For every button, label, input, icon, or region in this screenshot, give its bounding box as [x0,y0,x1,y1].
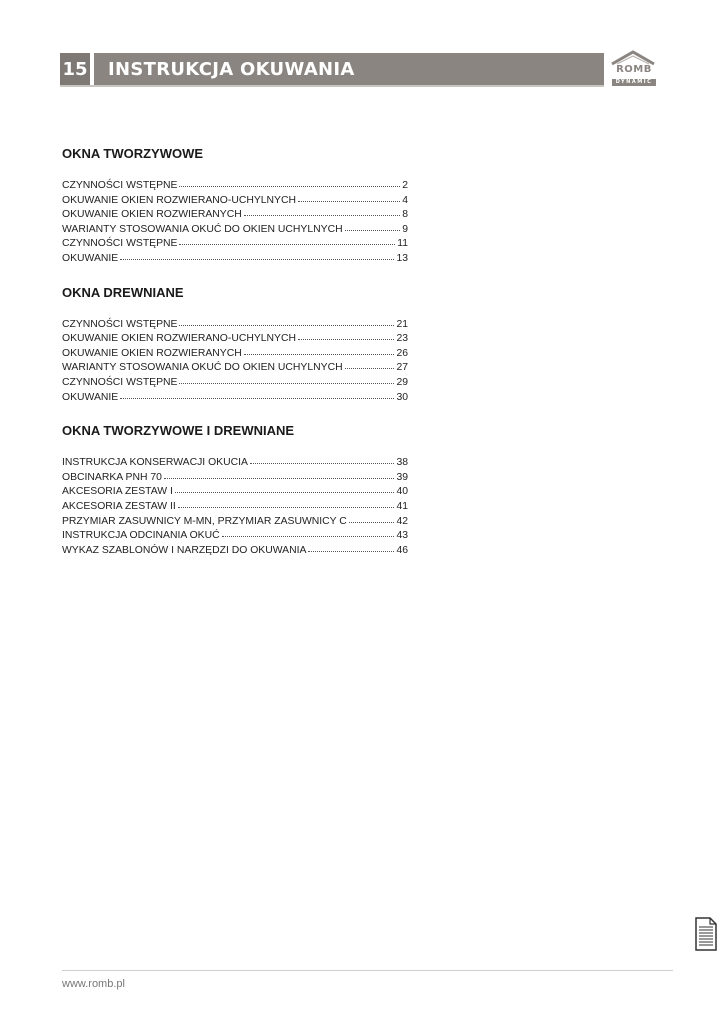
toc-leader-dots [179,234,395,245]
toc-entry-page: 13 [396,252,408,264]
toc-entry-page: 41 [396,500,408,512]
toc-entry-label: OKUWANIE OKIEN ROZWIERANYCH [62,347,242,359]
toc-entry-page: 40 [396,486,408,498]
toc-entry-page: 27 [396,362,408,374]
toc-leader-dots [179,373,394,384]
toc-entry[interactable] [62,389,408,404]
toc-entry[interactable] [62,483,408,498]
toc-entry-page: 26 [396,347,408,359]
footer-url[interactable]: www.romb.pl [62,978,125,990]
toc-entry-label: OKUWANIE [62,252,119,264]
toc-entry[interactable] [62,330,408,345]
toc-leader-dots [250,453,395,464]
section-title: OKNA DREWNIANE [62,284,184,300]
toc-leader-dots [222,526,395,537]
toc-entry-label: AKCESORIA ZESTAW II [62,500,176,512]
toc-entry-label: OKUWANIE OKIEN ROZWIERANO-UCHYLNYCH [62,194,296,206]
toc-leader-dots [298,191,400,202]
section-title: OKNA TWORZYWOWE [62,146,204,161]
toc-list [62,177,408,265]
toc-list [62,454,408,556]
toc-entry[interactable] [62,469,408,484]
toc-entry[interactable] [62,177,408,192]
toc-entry[interactable] [62,374,408,389]
toc-entry[interactable] [62,316,408,331]
toc-entry-page: 43 [396,530,408,542]
toc-entry[interactable] [62,206,408,221]
toc-entry[interactable] [62,192,408,207]
toc-entry-page: 39 [396,471,408,483]
toc-entry-page: 9 [402,223,408,235]
toc-entry[interactable] [62,542,408,557]
toc-entry[interactable] [62,527,408,542]
header-divider [90,53,94,85]
toc-entry[interactable] [62,221,408,236]
toc-leader-dots [345,220,401,231]
page-title: INSTRUKCJA OKUWANIA [108,59,355,80]
page-number: 15 [60,53,90,85]
toc-entry-label: OBCINARKA PNH 70 [62,471,162,483]
toc-entry-label: CZYNNOŚCI WSTĘPNE [62,318,178,330]
toc-entry-label: OKUWANIE OKIEN ROZWIERANYCH [62,209,242,221]
toc-entry[interactable] [62,454,408,469]
toc-entry-page: 4 [402,194,408,206]
toc-entry-page: 46 [396,544,408,556]
toc-entry-label: INSTRUKCJA ODCINANIA OKUĆ [62,530,220,542]
toc-leader-dots [164,468,395,479]
toc-entry[interactable] [62,250,408,265]
table-of-contents [62,144,408,574]
toc-entry-label: CZYNNOŚCI WSTĘPNE [62,238,178,250]
toc-leader-dots [244,205,400,216]
logo-text: ROMB [616,64,652,75]
toc-entry[interactable] [62,359,408,374]
toc-entry-page: 29 [396,376,408,388]
toc-leader-dots [178,497,395,508]
toc-entry-page: 30 [396,391,408,403]
logo-subtext: DYNAMIC [612,79,656,86]
toc-entry[interactable] [62,513,408,528]
toc-leader-dots [345,358,395,369]
toc-entry-label: WYKAZ SZABLONÓW I NARZĘDZI DO OKUWANIA [62,544,307,556]
toc-leader-dots [179,176,400,187]
toc-entry-label: WARIANTY STOSOWANIA OKUĆ DO OKIEN UCHYLNYCH [62,362,343,374]
toc-entry-label: CZYNNOŚCI WSTĘPNE [62,376,178,388]
toc-entry-page: 42 [396,515,408,527]
toc-entry-page: 2 [402,180,408,191]
toc-entry-page: 21 [396,318,408,330]
toc-entry-label: PRZYMIAR ZASUWNICY M-MN, PRZYMIAR ZASUWNICY C [62,515,347,527]
toc-entry-label: OKUWANIE [62,391,119,403]
toc-entry-label: AKCESORIA ZESTAW I [62,486,173,498]
toc-entry[interactable] [62,498,408,513]
footer-divider [62,970,673,971]
toc-entry-page: 38 [396,457,408,469]
toc-leader-dots [349,512,395,523]
toc-entry[interactable] [62,345,408,360]
toc-leader-dots [120,388,394,399]
toc-leader-dots [298,329,394,340]
toc-leader-dots [244,344,395,355]
toc-entry-label: CZYNNOŚCI WSTĘPNE [62,180,178,191]
toc-entry[interactable] [62,235,408,250]
toc-entry-page: 23 [396,333,408,345]
toc-leader-dots [175,482,395,493]
toc-leader-dots [120,249,394,260]
section-title: OKNA TWORZYWOWE I DREWNIANE [62,423,295,439]
toc-leader-dots [179,315,394,326]
toc-entry-label: INSTRUKCJA KONSERWACJI OKUCIA [62,457,248,469]
toc-entry-page: 8 [402,209,408,221]
toc-entry-label: WARIANTY STOSOWANIA OKUĆ DO OKIEN UCHYLNYCH [62,223,343,235]
toc-list [62,316,408,404]
toc-entry-label: OKUWANIE OKIEN ROZWIERANO-UCHYLNYCH [62,333,296,345]
document-icon[interactable] [695,917,717,951]
toc-leader-dots [308,541,394,552]
header-bar [60,53,604,87]
toc-entry-page: 11 [397,238,408,250]
